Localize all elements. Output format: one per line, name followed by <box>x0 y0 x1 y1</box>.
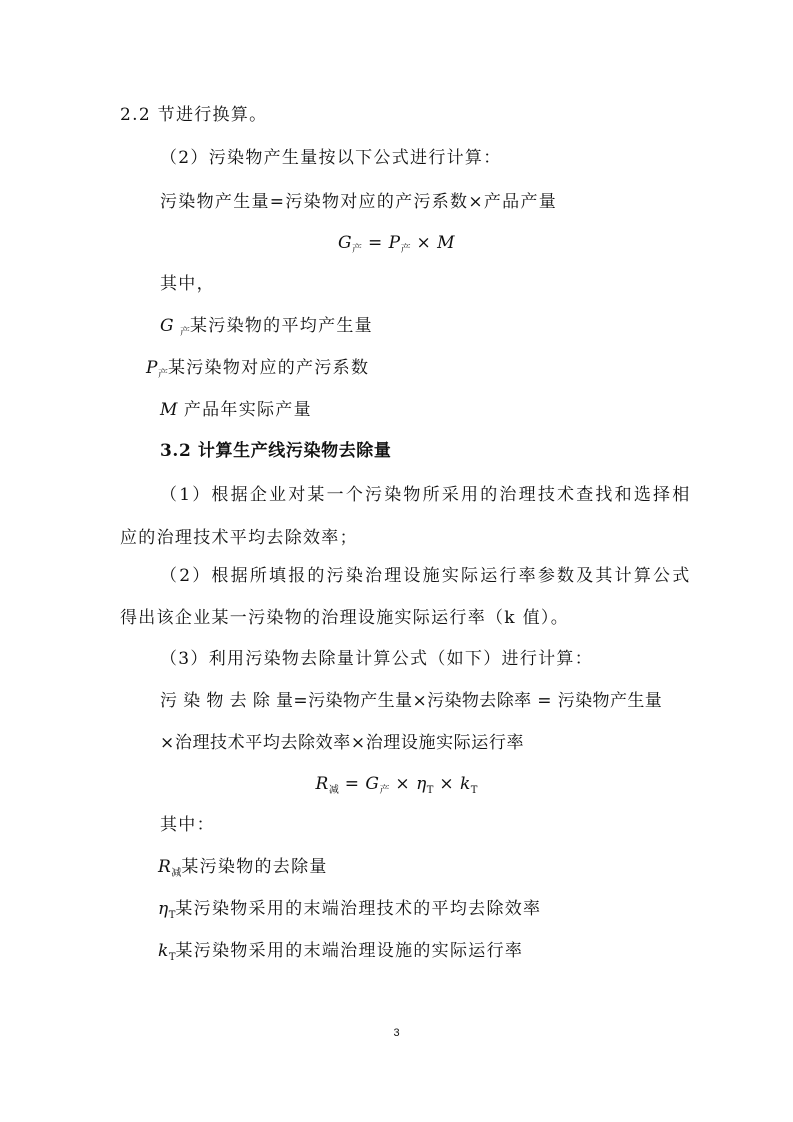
def-subscript: 减 <box>171 868 182 879</box>
text-line: ×治理技术平均去除效率×治理设施实际运行率 <box>160 733 525 753</box>
text-line: （2）根据所填报的污染治理设施实际运行率参数及其计算公式 <box>160 566 692 586</box>
def-text: 某污染物对应的产污系数 <box>167 358 370 378</box>
def-text: 某污染物的平均产生量 <box>189 316 373 336</box>
eq-subscript: T <box>426 785 434 796</box>
definition-line <box>158 939 523 970</box>
definition-line <box>160 398 312 422</box>
eq-subscript: 产 <box>352 244 363 255</box>
def-text: 某污染物采用的末端治理设施的实际运行率 <box>175 941 524 961</box>
text-line: 得出该企业某一污染物的治理设施实际运行率（k 值）。 <box>120 608 570 628</box>
eq-symbol: k <box>459 774 471 794</box>
eq-operator: = <box>338 774 366 794</box>
text-line: 其中， <box>160 274 215 294</box>
def-symbol: P <box>146 358 158 378</box>
eq-operator: × <box>433 774 460 794</box>
text-line: 其中： <box>160 815 215 835</box>
def-symbol: G <box>160 316 180 336</box>
eq-subscript: 减 <box>328 785 339 796</box>
text-line: 2.2 节进行换算。 <box>120 105 268 125</box>
definition-line <box>146 356 369 387</box>
text-line: 污染物产生量=污染物对应的产污系数×产品产量 <box>160 192 558 212</box>
def-subscript: T <box>168 952 176 963</box>
text-line: 污 染 物 去 除 量=污染物产生量×污染物去除率 = 污染物产生量 <box>160 691 663 711</box>
eq-symbol: P <box>388 233 401 253</box>
def-symbol: R <box>158 857 172 877</box>
def-text: 某污染物的去除量 <box>181 857 328 877</box>
def-subscript: 产 <box>157 369 168 380</box>
eq-operator: = <box>362 233 389 253</box>
eq-operator: × <box>389 774 417 794</box>
eq-symbol: η <box>416 774 427 794</box>
def-text: 产品年实际产量 <box>183 400 312 420</box>
text-line: （1）根据企业对某一个污染物所采用的治理技术查找和选择相 <box>160 485 692 505</box>
eq-symbol: M <box>437 233 456 253</box>
definition-line <box>160 314 373 345</box>
text-line: 应的治理技术平均去除效率； <box>120 528 358 548</box>
def-symbol: η <box>158 899 169 919</box>
def-symbol: M <box>160 400 184 420</box>
def-subscript: 产 <box>179 327 190 338</box>
eq-operator: × <box>410 233 438 253</box>
equation-production <box>0 231 793 262</box>
page-number: 3 <box>393 1027 400 1039</box>
definition-line <box>158 855 328 886</box>
eq-subscript: T <box>470 785 478 796</box>
def-subscript: T <box>168 910 176 921</box>
def-symbol: k <box>158 941 169 961</box>
eq-symbol: G <box>337 233 353 253</box>
definition-line <box>158 897 541 928</box>
eq-subscript: 产 <box>400 244 411 255</box>
eq-symbol: G <box>365 774 380 794</box>
equation-removal <box>0 772 793 803</box>
def-text: 某污染物采用的末端治理技术的平均去除效率 <box>175 899 542 919</box>
section-heading: 3.2 计算生产线污染物去除量 <box>160 441 392 461</box>
eq-subscript: 产 <box>379 785 390 796</box>
text-line: （3）利用污染物去除量计算公式（如下）进行计算： <box>160 649 594 669</box>
text-line: （2）污染物产生量按以下公式进行计算： <box>160 148 502 168</box>
eq-symbol: R <box>315 774 329 794</box>
